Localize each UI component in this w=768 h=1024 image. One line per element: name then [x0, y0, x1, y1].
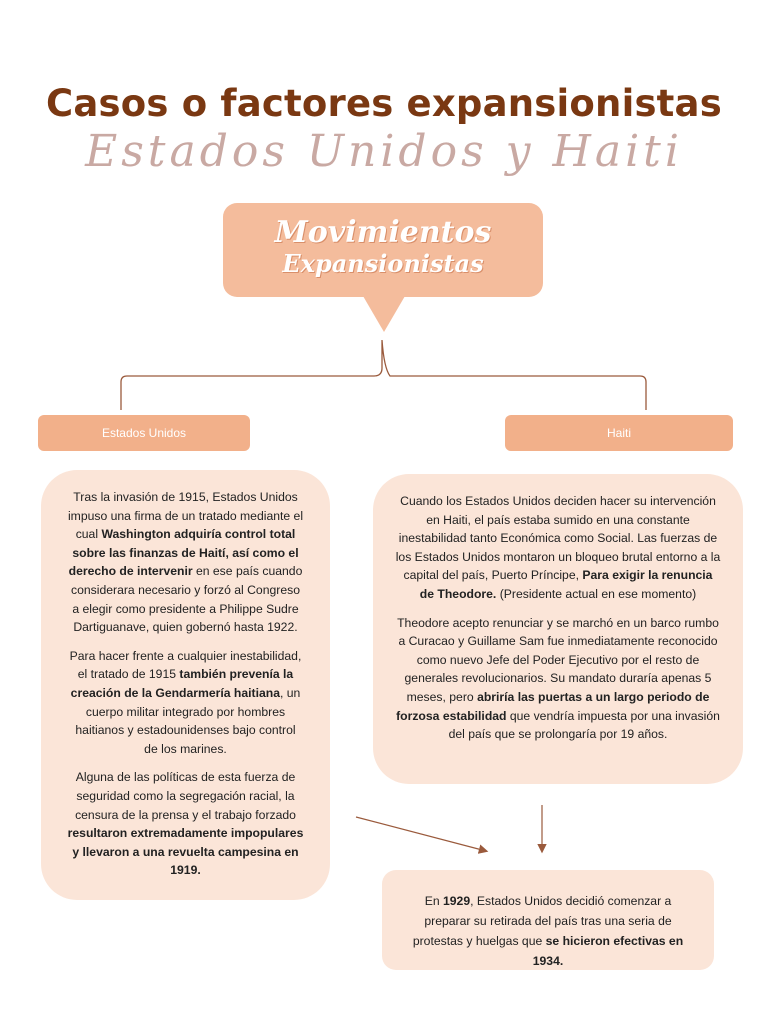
bold-segment: 1929: [442, 894, 471, 908]
bold-segment: abriría las puertas a un largo periodo de forzosa estabilidad: [396, 689, 710, 723]
text-segment: Para hacer frente a cualquier inestabilidad, el tratado de 1915: [69, 648, 302, 682]
card-haiti: [373, 474, 743, 784]
bold-segment: se hicieron efectivas en 1934.: [532, 934, 684, 968]
text-segment: en ese país cuando considerara necesario y forzó al Congreso a elegir como presidente a Philippe Sudre Dartiguanave, quien gobernó hasta 1922.: [71, 564, 303, 635]
card-retirada-text: [402, 891, 694, 971]
text-segment: , Estados Unidos decidió comenzar a preparar su retirada del país tras una seria de protestas y huelgas que: [412, 894, 672, 948]
bold-segment: Para exigir la renuncia de Theodore.: [419, 568, 713, 601]
bold-segment: también prevenía la creación de la Gendarmería haitiana: [70, 667, 294, 700]
bubble-title-line1: Movimientos: [274, 215, 492, 250]
page-subtitle: Estados Unidos y Haiti: [85, 126, 683, 177]
bold-segment: Washington adquiría control total sobre las finanzas de Haití, así como el derecho de intervenir: [68, 527, 299, 579]
card-haiti-paragraph-1: [395, 492, 721, 604]
text-segment: Tras la invasión de 1915, Estados Unidos impuso una firma de un tratado mediante el cual: [67, 490, 304, 542]
bubble-title-line2: Expansionistas: [282, 249, 484, 278]
page-title: Casos o factores expansionistas: [46, 82, 722, 125]
label-estados-unidos: Estados Unidos: [38, 415, 250, 451]
text-segment: (Presidente actual en ese momento): [496, 586, 697, 601]
text-segment: , un cuerpo militar integrado por hombres haitianos y estadounidenses bajo control de los marines.: [75, 685, 301, 756]
card-eu-paragraph-1: [67, 488, 304, 637]
brace-connector: [121, 340, 646, 410]
text-segment: En: [424, 894, 443, 908]
arrow-left-to-bottom: [356, 817, 486, 851]
label-haiti: Haiti: [505, 415, 733, 451]
card-haiti-paragraph-2: [395, 614, 721, 744]
card-retirada: [382, 870, 714, 970]
text-segment: Cuando los Estados Unidos deciden hacer su intervención en Haiti, el país estaba sumido en una constante inestabilidad tanto Económica como Social. Las fuerzas de los Estados Unidos montaron un bloqueo brutal entorno a la capital del país, Puerto Príncipe,: [395, 494, 721, 583]
text-segment: Alguna de las políticas de esta fuerza de seguridad como la segregación racial, la censura de la prensa y el trabajo forzado: [75, 770, 296, 822]
card-eu-paragraph-2: [67, 647, 304, 759]
bold-segment: resultaron extremadamente impopulares y llevaron a una revuelta campesina en 1919.: [67, 826, 304, 878]
card-eu-paragraph-3: [67, 768, 304, 880]
text-segment: que vendría impuesta por una invasión del país que se prolongaría por 19 años.: [448, 708, 720, 742]
card-estados-unidos: [41, 470, 330, 900]
text-segment: Theodore acepto renunciar y se marchó en un barco rumbo a Curacao y Guillame Sam fue inmediatamente reconocido como nuevo Jefe del Poder Ejecutivo por el resto de generales revolucionarios. Su mandato duraría apenas 5 meses, pero: [397, 615, 719, 704]
